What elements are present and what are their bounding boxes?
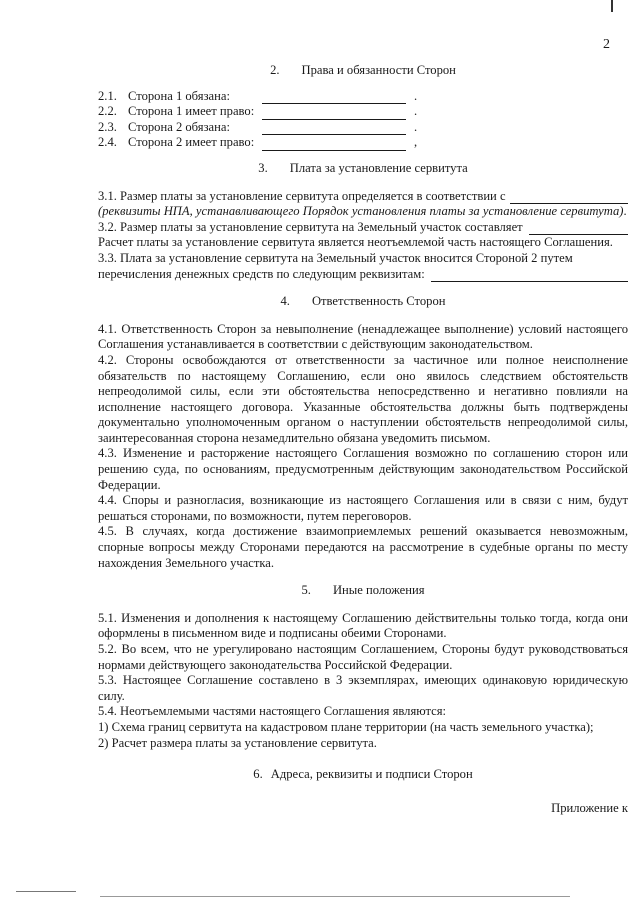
section-6-title: Адреса, реквизиты и подписи Сторон (270, 767, 473, 782)
para-4-3: 4.3. Изменение и расторжение настоящего Соглашения возможно по соглашению сторон или решению суда, по основаниям, предусмотренным действующим законодательством Российской Федерации. (98, 446, 628, 492)
section-4-body (98, 322, 628, 572)
section-6-heading: 6. Адреса, реквизиты и подписи Сторон (253, 767, 473, 782)
item-2-3: 2.3. Сторона 2 обязана: . (98, 119, 418, 134)
item-2-1: 2.1. Сторона 1 обязана: . (98, 88, 418, 103)
blank-field (262, 122, 406, 135)
section-4-heading: 4. Ответственность Сторон (280, 294, 446, 309)
section-5-title: Иные положения (332, 583, 425, 598)
blank-field (262, 91, 406, 104)
para-5-5: 1) Схема границ сервитута на кадастровом плане территории (на часть земельного участка); (98, 719, 594, 734)
appendix-label: Приложение к (551, 800, 628, 815)
section-2-number: 2. (270, 63, 280, 77)
para-4-4: 4.4. Споры и разногласия, возникающие из настоящего Соглашения или в связи с ним, будут решаться сторонами, по возможности, путем переговоров. (98, 493, 628, 523)
para-4-1: 4.1. Ответственность Сторон за невыполнение (ненадлежащее выполнение) условий настоящего Соглашения устанавливается в соответствии с действующим законодательством. (98, 321, 628, 352)
blank-field (431, 269, 628, 282)
para-4-5: 4.5. В случаях, когда достижение взаимоприемлемых решений оказывается невозможным, спорные вопросы между Сторонами передаются на рассмотрение в судебные органы по месту нахождения Земельного участка. (98, 524, 628, 570)
section-2-items (98, 89, 628, 151)
para-5-3: 5.3. Настоящее Соглашение составлено в 3 экземплярах, имеющих одинаковую юридическую силу. (98, 673, 628, 703)
section-3-heading: 3. Плата за установление сервитута (258, 160, 468, 175)
para-3-3: 3.3. Плата за установление сервитута на Земельный участок вносится Стороной 2 путем (98, 250, 573, 265)
section-2-heading (98, 63, 628, 79)
para-3-2-cont: Расчет платы за установление сервитута является неотъемлемой часть настоящего Соглашения. (98, 235, 613, 250)
section-5-body (98, 611, 628, 751)
scan-mark-bottom (100, 896, 570, 897)
section-4-title: Ответственность Сторон (311, 294, 446, 309)
blank-field (529, 222, 628, 235)
para-3-2: 3.2. Размер платы за установление сервитута на Земельный участок составляет (98, 220, 628, 236)
blank-field (262, 107, 406, 120)
para-3-3-cont: перечисления денежных средств по следующим реквизитам: (98, 267, 628, 283)
para-5-2: 5.2. Во всем, что не урегулировано настоящим Соглашением, Стороны будут руководствоваться нормами действующего законодательства Российской Федерации. (98, 642, 628, 672)
para-5-4: 5.4. Неотъемлемыми частями настоящего Соглашения являются: (98, 704, 447, 719)
scan-mark-top (611, 0, 613, 12)
section-3-body (98, 189, 628, 283)
item-2-2: 2.2. Сторона 1 имеет право: . (98, 104, 418, 119)
page-number: 2 (603, 37, 610, 52)
section-3-title: Плата за установление сервитута (289, 160, 468, 175)
para-4-2: 4.2. Стороны освобождаются от ответственности за частичное или полное неисполнение обязательств по настоящему Соглашению, если оно явилось следствием обстоятельств непреодолимой силы, если эти обстоятельства непосредственно и негативно повлияли на исполнение настоящего договора. Указанные обстоятельства должны быть подтверждены документально уполномоченным органом о наступлении обстоятельств непреодолимой силы, заинтересованная сторона незамедлительно обязана уведомить письмом. (98, 352, 628, 445)
document-body (98, 55, 628, 816)
blank-field (262, 138, 406, 151)
item-2-4: 2.4. Сторона 2 имеет право: , (98, 135, 418, 150)
section-5-heading: 5. Иные положения (301, 583, 425, 598)
para-3-1-note: (реквизиты НПА, устанавливающего Порядок установления платы за установление сервитута). (98, 204, 627, 219)
scan-mark-bottom-left (16, 891, 76, 892)
para-5-1: 5.1. Изменения и дополнения к настоящему Соглашению действительны только тогда, когда они оформлены в письменном виде и подписаны обеими Сторонами. (98, 610, 628, 641)
para-3-1: 3.1. Размер платы за установление сервитута определяется в соответствии с (98, 189, 628, 205)
section-2-title: Права и обязанности Сторон (301, 63, 456, 77)
para-5-6: 2) Расчет размера платы за установление сервитута. (98, 735, 377, 750)
blank-field (510, 191, 628, 204)
